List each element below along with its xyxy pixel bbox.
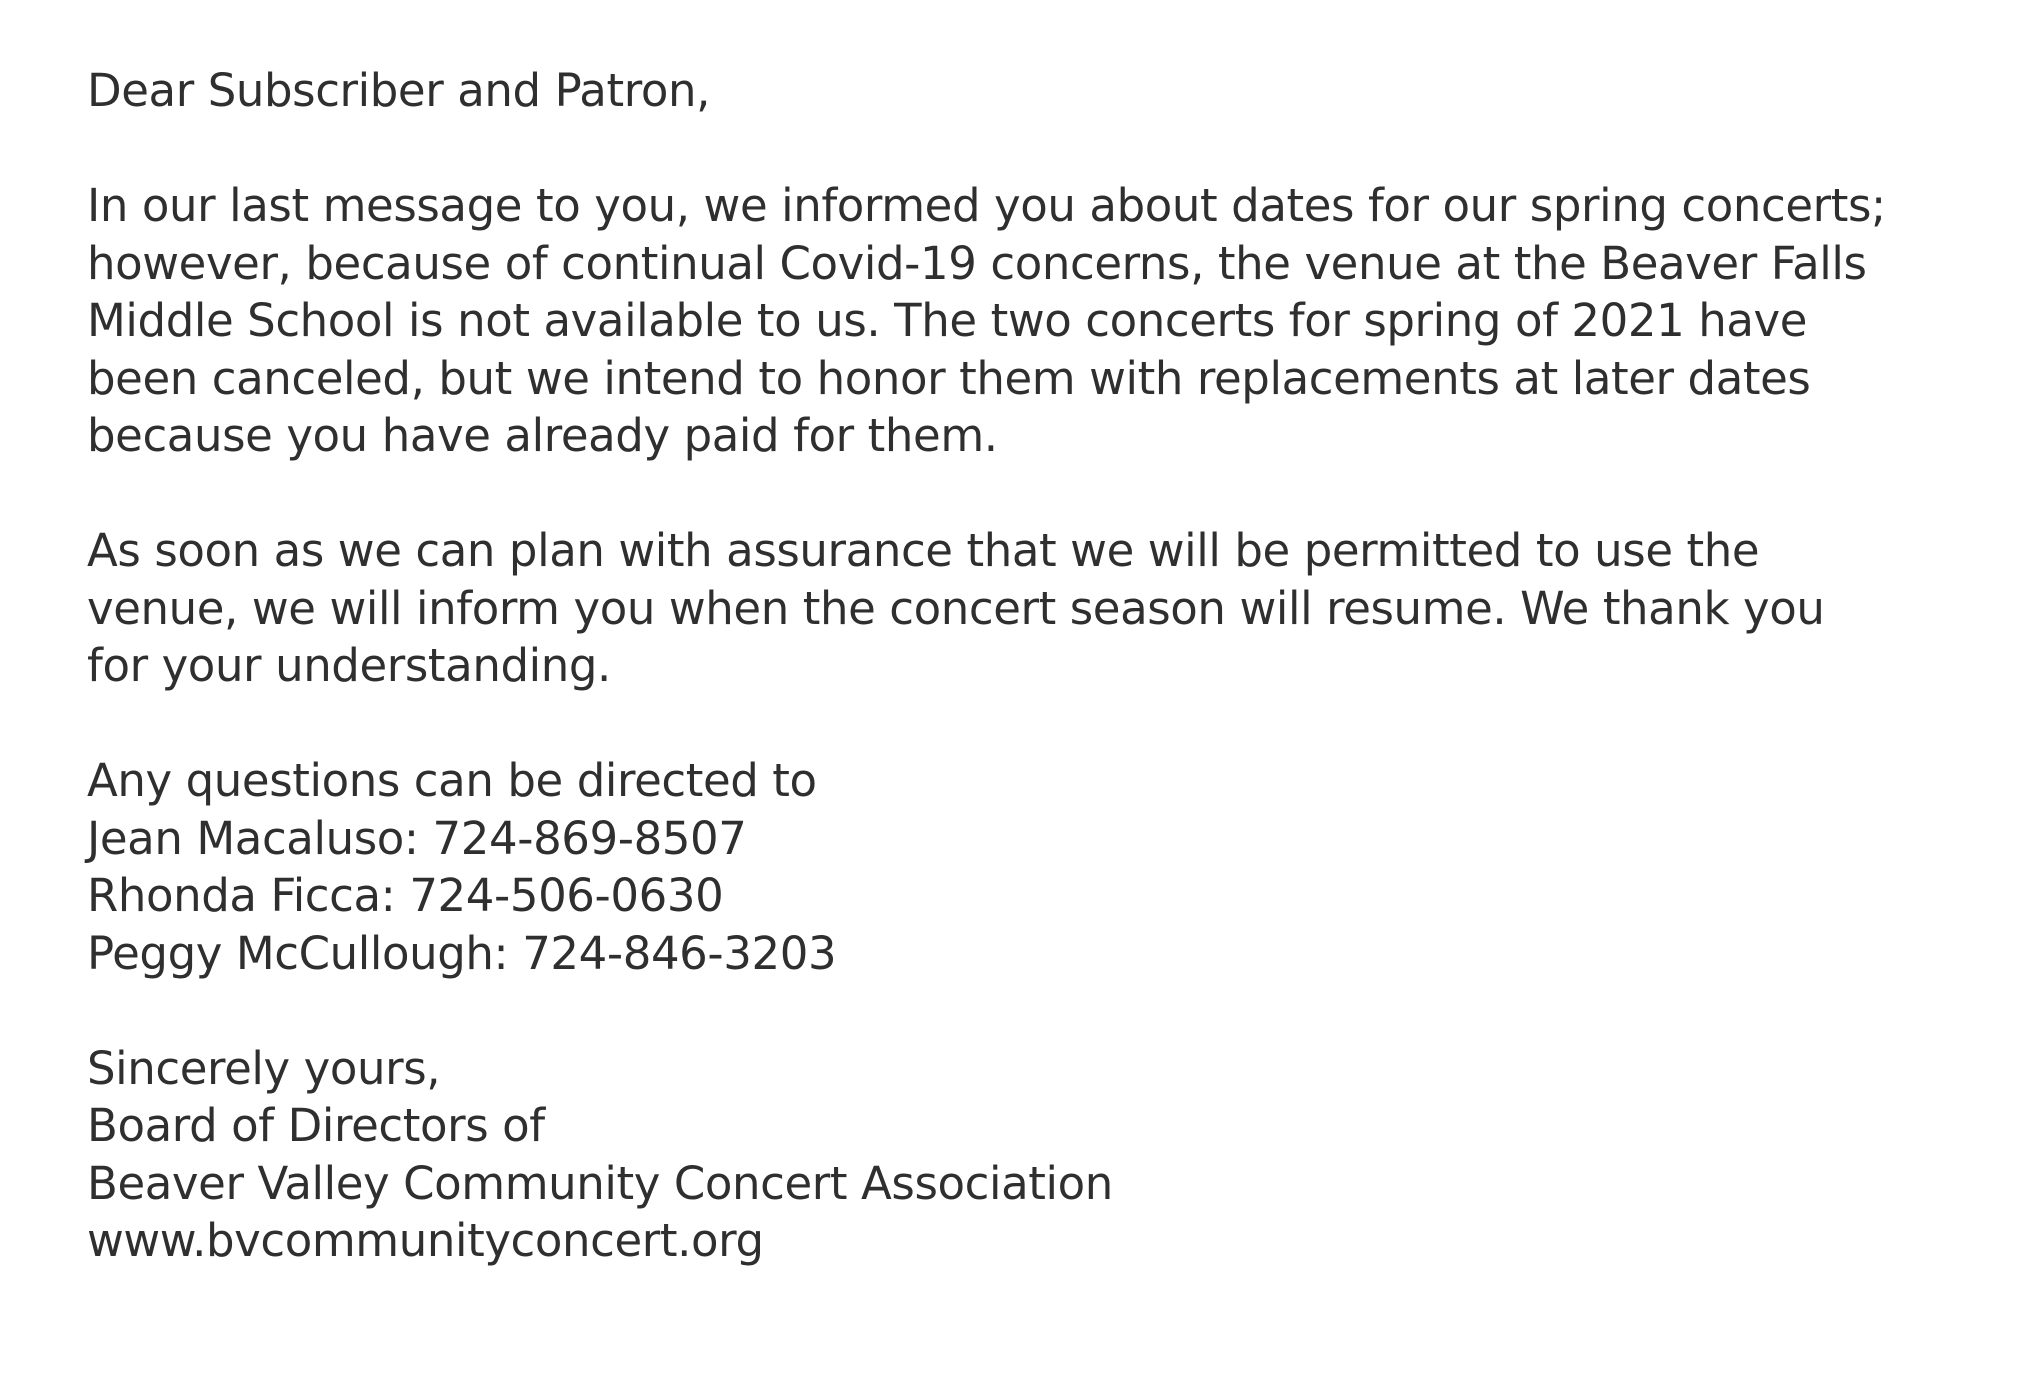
paragraph-line: Middle School is not available to us. The two concerts for spring of 2021 have bbox=[87, 294, 1808, 347]
website-url: www.bvcommunityconcert.org bbox=[87, 1214, 764, 1267]
paragraph-line: venue, we will inform you when the concert season will resume. We thank you bbox=[87, 581, 1825, 635]
paragraph-gap bbox=[87, 695, 2007, 753]
signature-line: Beaver Valley Community Concert Association bbox=[87, 1156, 1113, 1210]
paragraph-line: In our last message to you, we informed you about dates for our spring concerts; bbox=[87, 179, 1886, 232]
contact-entry: Rhonda Ficca: 724-506-0630 bbox=[87, 869, 724, 922]
signature-line: Board of Directors of bbox=[87, 1099, 545, 1152]
closing: Sincerely yours, bbox=[87, 1041, 441, 1095]
paragraph-line: As soon as we can plan with assurance that we will be permitted to use the bbox=[87, 524, 1760, 577]
signature-block bbox=[87, 1040, 2007, 1270]
contact-entry: Jean Macaluso: 724-869-8507 bbox=[87, 811, 747, 865]
contacts-intro: Any questions can be directed to bbox=[87, 754, 817, 807]
letter-body bbox=[87, 62, 2007, 1270]
paragraph-line: been canceled, but we intend to honor them with replacements at later dates bbox=[87, 351, 1811, 405]
contact-entry: Peggy McCullough: 724-846-3203 bbox=[87, 926, 837, 980]
contacts-block bbox=[87, 752, 2007, 982]
paragraph-line: for your understanding. bbox=[87, 639, 611, 692]
paragraph-gap bbox=[87, 120, 2007, 178]
paragraph-gap bbox=[87, 465, 2007, 523]
salutation: Dear Subscriber and Patron, bbox=[87, 64, 710, 117]
paragraph-cancellation bbox=[87, 177, 2007, 465]
paragraph-gap bbox=[87, 982, 2007, 1040]
paragraph-line: however, because of continual Covid-19 concerns, the venue at the Beaver Falls bbox=[87, 236, 1867, 290]
paragraph-resume bbox=[87, 522, 2007, 695]
paragraph-line: because you have already paid for them. bbox=[87, 409, 998, 462]
